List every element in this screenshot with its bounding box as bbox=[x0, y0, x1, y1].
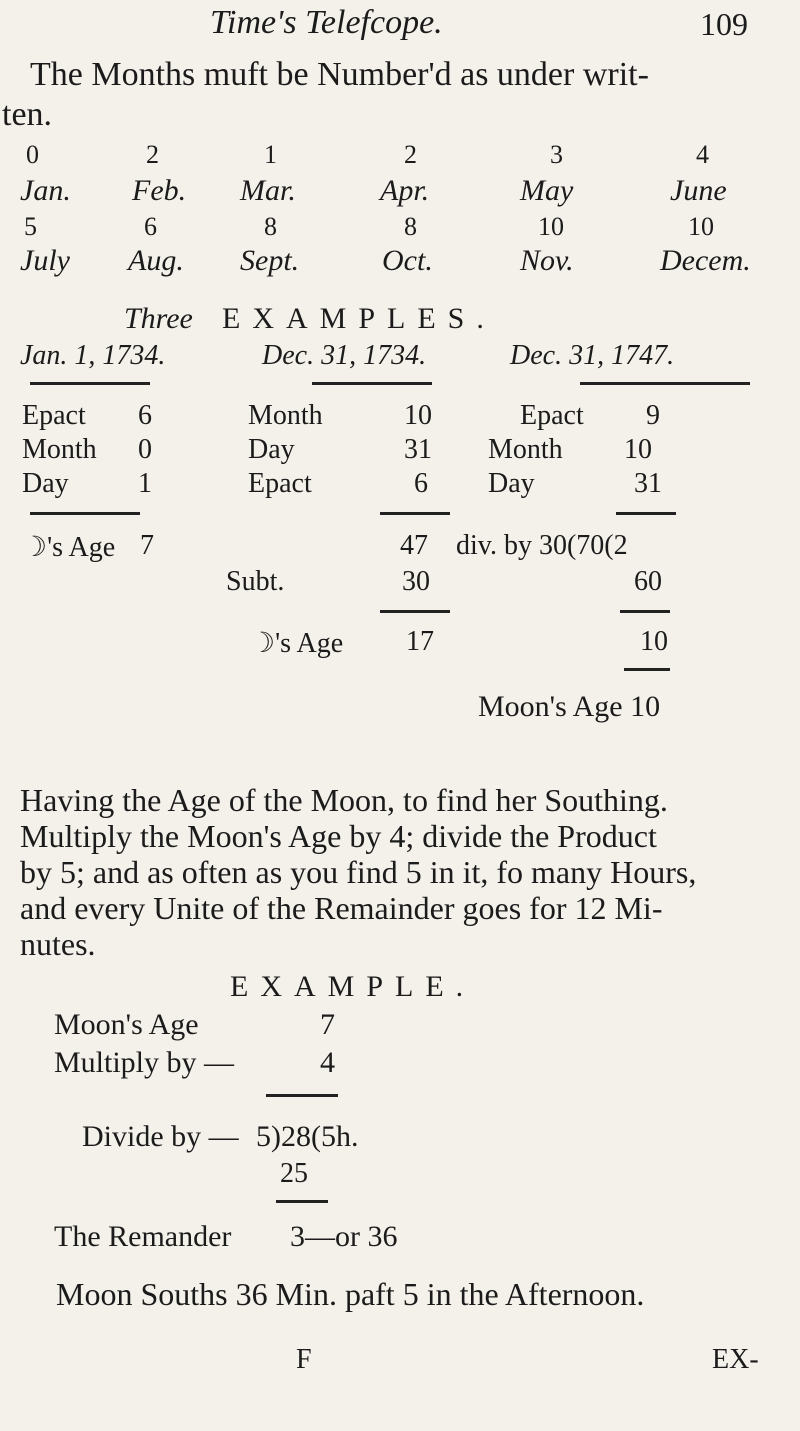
month-number: 10 bbox=[538, 212, 564, 241]
rule bbox=[266, 1094, 338, 1097]
month-number: 2 bbox=[146, 140, 159, 169]
rule bbox=[620, 610, 670, 613]
row-label: Epact bbox=[520, 400, 584, 431]
multiply-label: Multiply by — bbox=[54, 1046, 235, 1079]
month-number: 8 bbox=[264, 212, 277, 241]
catchword: EX- bbox=[712, 1344, 759, 1375]
running-title: Time's Telefcope. bbox=[210, 4, 443, 41]
moon-age-label: ☽'s Age bbox=[250, 628, 344, 659]
subtrahend-value: 25 bbox=[280, 1158, 308, 1189]
intro-line-1: The Months muft be Number'd as under writ- bbox=[30, 56, 649, 93]
month-number: 0 bbox=[26, 140, 39, 169]
month-number: 4 bbox=[696, 140, 709, 169]
rule bbox=[312, 382, 432, 385]
moons-age-value: 7 bbox=[320, 1008, 335, 1041]
page-number: 109 bbox=[700, 6, 748, 42]
row-value: 6 bbox=[414, 468, 428, 499]
row-label: Month bbox=[248, 400, 323, 431]
row-label: Day bbox=[22, 468, 69, 499]
division: div. by 30(70(2 bbox=[456, 530, 628, 561]
moon-age-value: 17 bbox=[406, 626, 434, 657]
rule bbox=[624, 668, 670, 671]
instruction-paragraph bbox=[20, 782, 790, 962]
month-name: June bbox=[670, 174, 727, 207]
subtract-label: Subt. bbox=[226, 566, 285, 597]
divide-value: 5)28(5h. bbox=[256, 1120, 359, 1153]
row-label: Month bbox=[488, 434, 563, 465]
rule bbox=[580, 382, 750, 385]
row-value: 6 bbox=[138, 400, 152, 431]
month-name: Jan. bbox=[20, 174, 71, 207]
row-value: 0 bbox=[138, 434, 152, 465]
month-number: 6 bbox=[144, 212, 157, 241]
month-name: Sept. bbox=[240, 244, 300, 277]
moons-age-label: Moon's Age bbox=[54, 1008, 199, 1041]
month-number: 2 bbox=[404, 140, 417, 169]
month-number: 5 bbox=[24, 212, 37, 241]
paragraph-line: Multiply the Moon's Age by 4; divide the Product bbox=[20, 818, 657, 854]
example-date-1: Jan. 1, 1734. bbox=[20, 340, 166, 371]
row-label: Epact bbox=[22, 400, 86, 431]
moon-age-value: 7 bbox=[140, 530, 154, 561]
month-name: May bbox=[520, 174, 574, 207]
multiply-value: 4 bbox=[320, 1046, 335, 1079]
product-value: 60 bbox=[634, 566, 662, 597]
rule bbox=[30, 512, 140, 515]
rule bbox=[616, 512, 676, 515]
row-value: 1 bbox=[138, 468, 152, 499]
row-label: Day bbox=[248, 434, 295, 465]
row-label: Day bbox=[488, 468, 535, 499]
month-name: Aug. bbox=[128, 244, 184, 277]
month-name: Oct. bbox=[382, 244, 433, 277]
row-value: 10 bbox=[624, 434, 652, 465]
rule bbox=[30, 382, 150, 385]
row-value: 31 bbox=[404, 434, 432, 465]
row-value: 31 bbox=[634, 468, 662, 499]
examples-prefix: Three bbox=[124, 302, 193, 335]
month-name: Mar. bbox=[240, 174, 296, 207]
paragraph-line: and every Unite of the Remainder goes for 12 Mi- bbox=[20, 890, 663, 926]
example-heading: EXAMPLE. bbox=[230, 970, 476, 1003]
month-name: Decem. bbox=[660, 244, 751, 277]
moon-age-result: Moon's Age 10 bbox=[478, 690, 661, 723]
remainder-value: 3—or 36 bbox=[290, 1220, 398, 1253]
subtract-value: 30 bbox=[402, 566, 430, 597]
month-name: Feb. bbox=[132, 174, 187, 207]
conclusion: Moon Souths 36 Min. paft 5 in the Afternoon. bbox=[56, 1276, 645, 1312]
month-name: Apr. bbox=[380, 174, 430, 207]
month-number: 1 bbox=[264, 140, 277, 169]
intro-line-2: ten. bbox=[2, 96, 53, 133]
month-name: July bbox=[20, 244, 70, 277]
moon-age-label: ☽'s Age bbox=[22, 532, 116, 563]
month-number: 8 bbox=[404, 212, 417, 241]
row-value: 10 bbox=[404, 400, 432, 431]
paragraph-line: nutes. bbox=[20, 926, 96, 962]
row-label: Epact bbox=[248, 468, 312, 499]
paragraph-line: by 5; and as often as you find 5 in it, fo many Hours, bbox=[20, 854, 697, 890]
example-date-2: Dec. 31, 1734. bbox=[262, 340, 427, 371]
rule bbox=[380, 512, 450, 515]
remainder-value: 10 bbox=[640, 626, 668, 657]
month-name: Nov. bbox=[520, 244, 574, 277]
rule bbox=[380, 610, 450, 613]
rule bbox=[276, 1200, 328, 1203]
month-number: 3 bbox=[550, 140, 563, 169]
row-value: 9 bbox=[646, 400, 660, 431]
month-number: 10 bbox=[688, 212, 714, 241]
examples-heading: EXAMPLES. bbox=[222, 302, 496, 335]
divide-label: Divide by — bbox=[82, 1120, 239, 1153]
paragraph-line: Having the Age of the Moon, to find her Southing. bbox=[20, 782, 668, 818]
row-label: Month bbox=[22, 434, 97, 465]
signature-mark: F bbox=[296, 1344, 312, 1375]
sum-value: 47 bbox=[400, 530, 428, 561]
remainder-label: The Remander bbox=[54, 1220, 232, 1253]
example-date-3: Dec. 31, 1747. bbox=[510, 340, 675, 371]
